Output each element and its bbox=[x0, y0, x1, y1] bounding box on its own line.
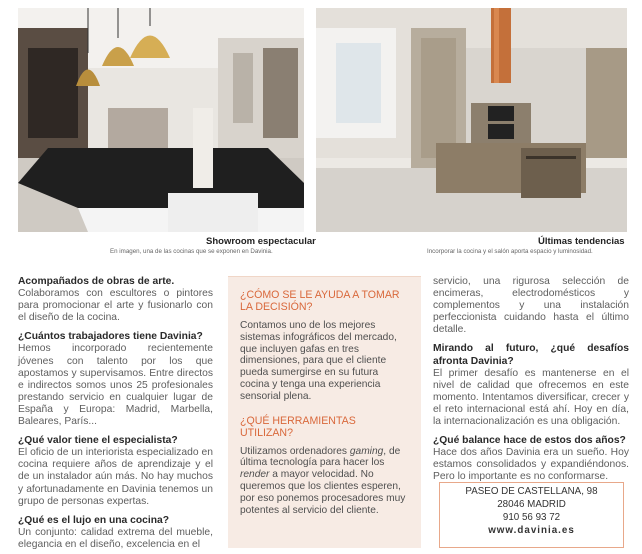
address-phone: 910 56 93 72 bbox=[502, 512, 561, 523]
address-street: PASEO DE CASTELLANA, 98 bbox=[465, 486, 598, 497]
caption-title-left: Showroom espectacular bbox=[206, 236, 316, 247]
address-city: 28046 MADRID bbox=[497, 499, 566, 510]
address-website-link[interactable]: www.davinia.es bbox=[488, 525, 575, 536]
question-workers: ¿Cuántos trabajadores tiene Davinia? bbox=[18, 331, 203, 343]
question-balance: ¿Qué balance hace de estos dos años? bbox=[433, 435, 626, 447]
question-future: Mirando al futuro, ¿qué desafíos afronta Davinia? bbox=[433, 343, 629, 367]
answer-luxury: Un conjunto: calidad extrema del mueble, elegancia en el diseño, excelencia en el bbox=[18, 526, 213, 550]
article-column-1 bbox=[18, 276, 213, 554]
answer-balance: Hace dos años Davinia era un sueño. Hoy estamos consolidados y expandiéndonos. Pero lo importante es no conformarse. bbox=[433, 447, 629, 483]
caption-sub-right: Incorporar la cocina y el salón aporta espacio y luminosidad. bbox=[427, 248, 593, 255]
caption-title-right: Últimas tendencias bbox=[538, 236, 625, 247]
answer-luxury-continued: servicio, una rigurosa selección de encimeras, electrodomésticos y complementos y una instalación perfeccionista cuidando hasta el último detalle. bbox=[433, 276, 629, 336]
sidebar-question-decision: ¿CÓMO SE LE AYUDA A TOMAR LA DECISIÓN? bbox=[240, 289, 400, 313]
answer-art: Colaboramos con escultores o pintores para promocionar el arte y fusionarlo con el diseño de la cocina. bbox=[18, 288, 213, 324]
trends-photo bbox=[316, 8, 627, 232]
question-luxury: ¿Qué es el lujo en una cocina? bbox=[18, 514, 170, 526]
question-art: Acompañados de obras de arte. bbox=[18, 276, 175, 287]
answer-specialist: El oficio de un interiorista especializado en cocina requiere años de aprendizaje y el de un instalador aún más. No hay muchos y afortunadamente en Davinia tenemos un grupo de personas expertas. bbox=[18, 447, 213, 507]
sidebar-box bbox=[228, 276, 421, 548]
article-column-3 bbox=[433, 276, 629, 491]
showroom-photo bbox=[18, 8, 304, 232]
sidebar-question-tools: ¿QUÉ HERRAMIENTAS UTILIZAN? bbox=[240, 414, 356, 439]
answer-future: El primer desafío es mantenerse en el nivel de calidad que ofrecemos en este momento. Intentamos diversificar, crecer y el reto internacional está ahí. Hoy en día, la internacionalización es una obligación. bbox=[433, 367, 629, 428]
answer-workers: Hemos incorporado recientemente jóvenes con talento por los que apostamos y supervisamos. Entre directos e indirectos somos unos 25 profesionales prestando servicio en cualquier lugar de España y Europa: Madrid, Marbella, Baleares, París... bbox=[18, 343, 213, 428]
address-box bbox=[439, 482, 624, 548]
sidebar-answer-decision: Contamos uno de los mejores sistemas infográficos del mercado, que incluyen gafas en tres dimensiones, para que el cliente pueda sumergirse en su futura cocina y tenga una experiencia sensorial plena. bbox=[240, 320, 397, 402]
caption-sub-left: En imagen, una de las cocinas que se exponen en Davinia. bbox=[110, 248, 273, 255]
question-specialist: ¿Qué valor tiene el especialista? bbox=[18, 435, 178, 447]
sidebar-answer-tools: Utilizamos ordenadores gaming, de última tecnología para hacer los render a mayor velocidad. No queremos que los clientes esperen, por eso ponemos procesadores muy potentes al servicio del cliente. bbox=[240, 445, 406, 516]
